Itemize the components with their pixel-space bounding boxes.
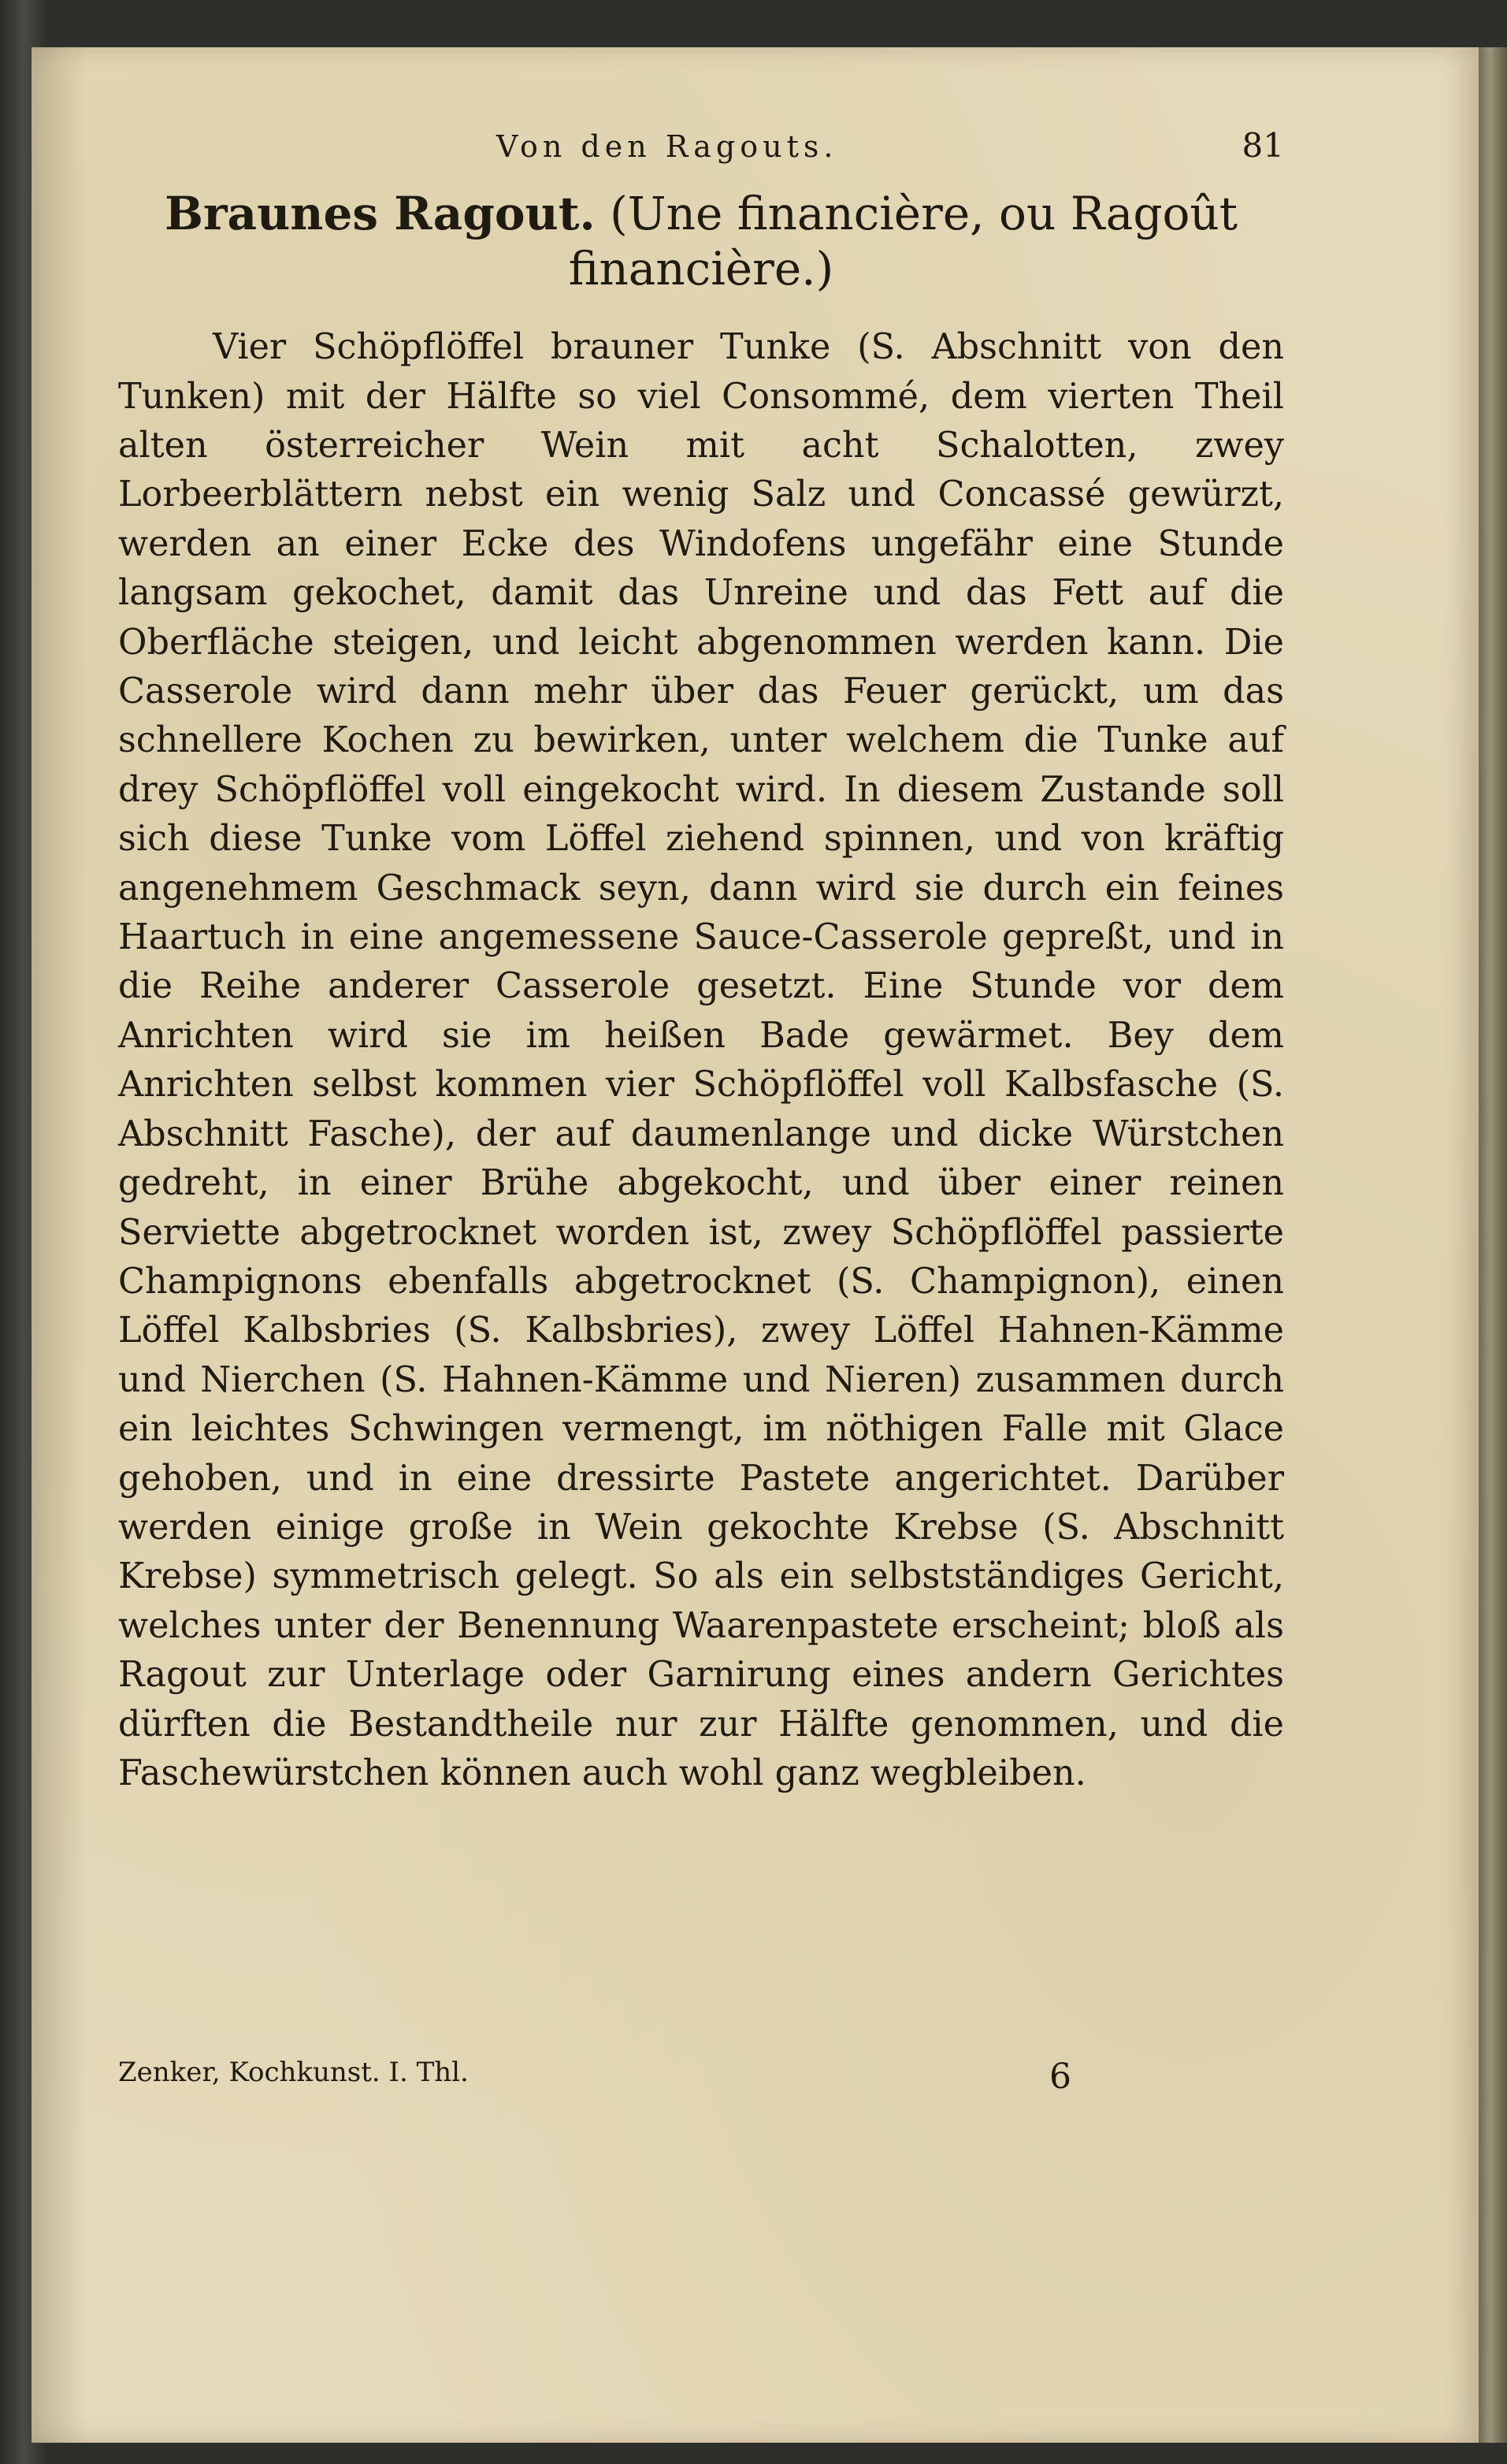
page-footer (118, 2057, 1284, 2097)
recipe-heading (118, 187, 1284, 296)
sheet-mark: 6 (1049, 2057, 1071, 2097)
page-edge (1479, 47, 1507, 2443)
signature-line: Zenker, Kochkunst. I. Thl. (118, 2057, 469, 2088)
text-block (118, 126, 1284, 1834)
running-head (496, 126, 1284, 165)
recipe-body: Vier Schöpflöffel brauner Tunke (S. Abschnitt von den Tunken) mit der Hälfte so viel Consommé, dem vierten Theil alten österreicher Wein mit acht Schalotten, zwey Lorbeerblättern nebst ein wenig Salz und Concassé gewürzt, werden an einer Ecke des Windofens ungefähr eine Stunde langsam gekochet, damit das Unreine und das Fett auf die Oberfläche steigen, und leicht abgenommen werden kann. Die Casserole wird dann mehr über das Feuer gerückt, um das schnellere Kochen zu bewirken, unter welchem die Tunke auf drey Schöpflöffel voll eingekocht wird. In diesem Zustande soll sich diese Tunke vom Löffel ziehend spinnen, und von kräftig angenehmem Geschmack seyn, dann wird sie durch ein feines Haartuch in eine angemessene Sauce-Casserole gepreßt, und in die Reihe anderer Casserole gesetzt. Eine Stunde vor dem Anrichten wird sie im heißen Bade gewärmet. Bey dem Anrichten selbst kommen vier Schöpflöffel voll Kalbsfasche (S. Abschnitt Fasche), der auf daumenlange und dicke Würstchen gedreht, in einer Brühe abgekocht, und über einer reinen Serviette abgetrocknet worden ist, zwey Schöpflöffel passierte Champignons ebenfalls abgetrocknet (S. Champignon), einen Löffel Kalbsbries (S. Kalbsbries), zwey Löffel Hahnen-Kämme und Nierchen (S. Hahnen-Kämme und Nieren) zusammen durch ein leichtes Schwingen vermengt, im nöthigen Falle mit Glace gehoben, und in eine dressirte Pastete angerichtet. Darüber werden einige große in Wein gekochte Krebse (S. Abschnitt Krebse) symmetrisch gelegt. So als ein selbstständiges Gericht, welches unter der Benennung Waarenpastete erscheint; bloß als Ragout zur Unterlage oder Garnirung eines andern Gerichtes dürften die Bestandtheile nur zur Hälfte genommen, und die Faschewürstchen können auch wohl ganz wegbleiben. (118, 327, 1284, 1793)
running-head-title: Von den Ragouts. (496, 129, 838, 164)
recipe-title-french: (Une financière, ou Ragoût financière.) (568, 187, 1238, 295)
page-number: 81 (1242, 126, 1284, 165)
recipe-title-german: Braunes Ragout. (164, 187, 596, 240)
